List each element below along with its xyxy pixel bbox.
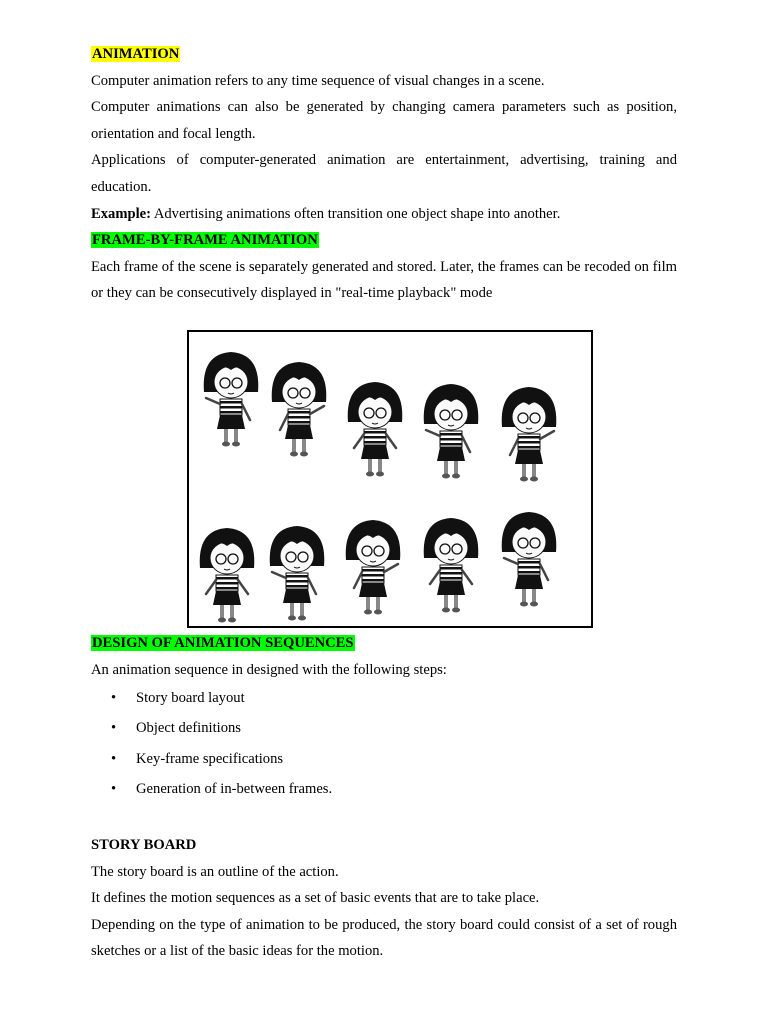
character-frame	[346, 520, 401, 615]
character-frame	[502, 387, 557, 482]
story-board-heading: STORY BOARD	[91, 837, 197, 853]
character-frame	[348, 382, 403, 477]
example-text: Advertising animations often transition one object shape into another.	[151, 205, 561, 222]
character-frame	[424, 518, 479, 613]
design-heading: DESIGN OF ANIMATION SEQUENCES	[92, 635, 354, 651]
step-label: Story board layout	[136, 690, 245, 706]
character-frame	[270, 526, 325, 621]
story-board-section	[91, 832, 677, 965]
character-frame	[272, 362, 327, 457]
animation-line-2: Computer animations can also be generated by changing camera parameters such as position, orientation and focal length.	[91, 99, 677, 142]
list-item	[91, 776, 591, 806]
animation-line-3: Applications of computer-generated animation are entertainment, advertising, training and education.	[91, 152, 677, 195]
character-frame	[424, 384, 479, 479]
character-frame	[200, 528, 255, 623]
character-frame	[502, 512, 557, 607]
example-line	[91, 201, 677, 228]
bullet-icon: •	[111, 720, 117, 737]
frame-by-frame-text: Each frame of the scene is separately generated and stored. Later, the frames can be recoded on film or they can be consecutively displayed in "real-time playback" mode	[91, 258, 677, 302]
story-board-line-2: It defines the motion sequences as a set of basic events that are to take place.	[91, 890, 540, 907]
example-label: Example:	[91, 205, 151, 222]
animation-frames-figure	[187, 330, 593, 628]
design-intro: An animation sequence in designed with the following steps:	[91, 661, 447, 678]
list-item	[91, 746, 591, 776]
bullet-icon: •	[111, 750, 117, 767]
bullet-icon: •	[111, 690, 117, 706]
animation-heading: ANIMATION	[92, 46, 180, 62]
story-board-line-3: Depending on the type of animation to be produced, the story board could consist of a set of rough sketches or a list of the basic ideas for the motion.	[91, 916, 677, 960]
design-steps-list	[91, 685, 591, 806]
animation-frames-illustration	[189, 332, 591, 626]
story-board-line-1: The story board is an outline of the action.	[91, 863, 339, 880]
animation-section	[91, 41, 677, 307]
frame-by-frame-heading: FRAME-BY-FRAME ANIMATION	[92, 232, 318, 249]
step-label: Generation of in-between frames.	[136, 780, 333, 797]
animation-line-1: Computer animation refers to any time sequence of visual changes in a scene.	[91, 72, 545, 89]
bullet-icon: •	[111, 780, 117, 797]
list-item	[91, 715, 591, 745]
list-item	[91, 685, 591, 715]
character-frame	[204, 352, 259, 447]
step-label: Key-frame specifications	[136, 750, 284, 767]
step-label: Object definitions	[136, 720, 241, 737]
design-section	[91, 630, 677, 683]
